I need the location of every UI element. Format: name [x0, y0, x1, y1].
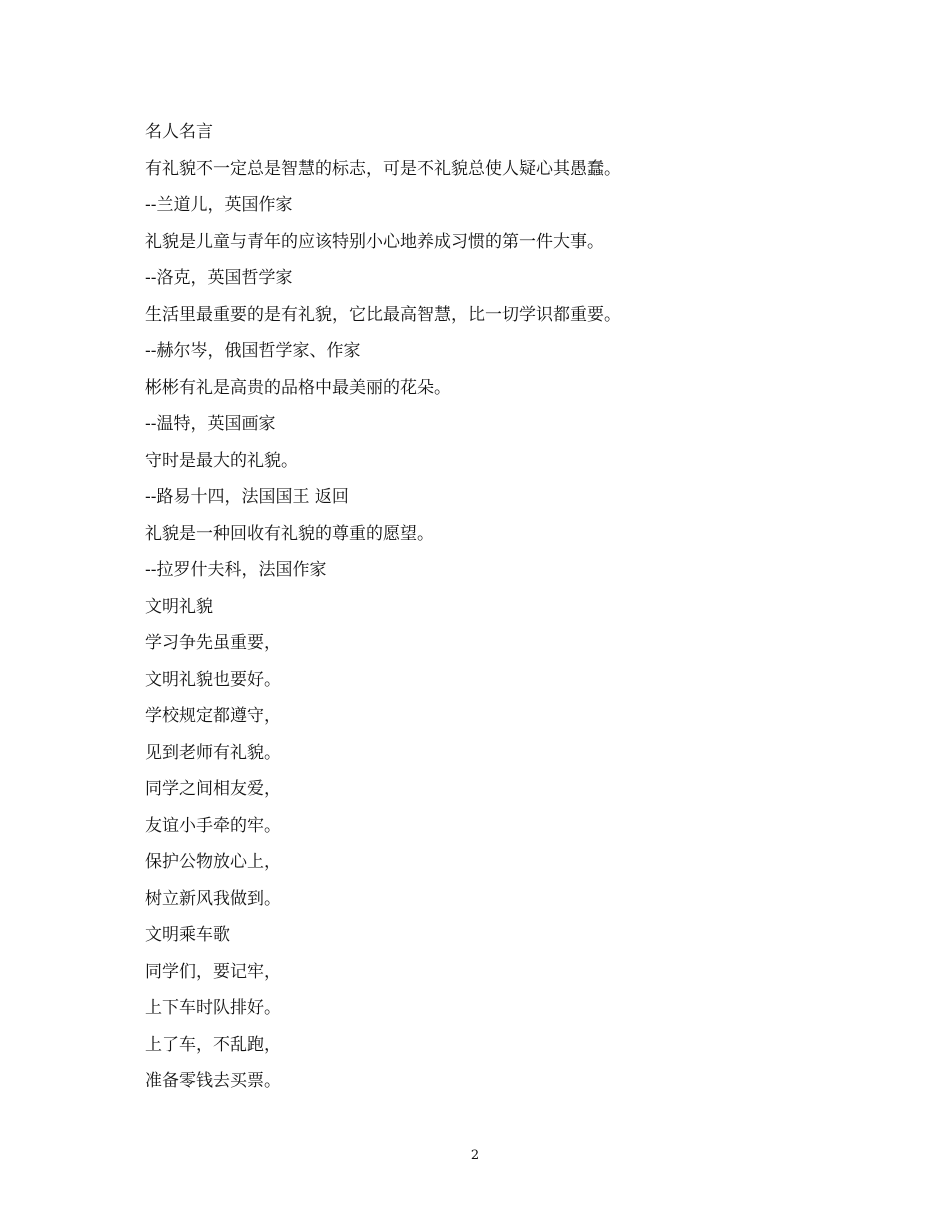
poem-line: 同学之间相友爱，	[145, 779, 281, 799]
quote-attribution: --赫尔岑，俄国哲学家、作家	[145, 341, 361, 361]
section-heading: 文明礼貌	[145, 596, 213, 617]
poem-line: 文明礼貌也要好。	[145, 669, 281, 690]
quote-text: 礼貌是儿童与青年的应该特别小心地养成习惯的第一件大事。	[145, 231, 604, 252]
quote-attribution: --洛克，英国哲学家	[145, 268, 293, 288]
quote-text: 生活里最重要的是有礼貌，它比最高智慧，比一切学识都重要。	[145, 304, 621, 325]
quote-attribution: --路易十四，法国国王 返回	[145, 487, 349, 507]
quote-text: 有礼貌不一定总是智慧的标志，可是不礼貌总使人疑心其愚蠢。	[145, 158, 621, 179]
poem-line: 学习争先虽重要，	[145, 633, 281, 653]
poem-line: 保护公物放心上，	[145, 852, 281, 872]
quote-attribution: --温特，英国画家	[145, 414, 276, 434]
quote-attribution: --拉罗什夫科，法国作家	[145, 560, 327, 580]
section-heading: 名人名言	[145, 122, 213, 142]
poem-line: 友谊小手牵的牢。	[145, 815, 281, 836]
quote-text: 礼貌是一种回收有礼貌的尊重的愿望。	[145, 523, 434, 544]
poem-line: 准备零钱去买票。	[145, 1071, 281, 1091]
page-number: 2	[470, 1148, 480, 1163]
poem-line: 上了车，不乱跑，	[145, 1034, 281, 1055]
page-body	[145, 114, 845, 1100]
quote-attribution: --兰道儿，英国作家	[145, 195, 293, 215]
poem-line: 同学们，要记牢，	[145, 961, 281, 982]
poem-line: 见到老师有礼貌。	[145, 742, 281, 763]
poem-line: 树立新风我做到。	[145, 888, 281, 909]
poem-line: 学校规定都遵守，	[145, 706, 281, 726]
section-heading: 文明乘车歌	[145, 925, 230, 945]
quote-text: 守时是最大的礼貌。	[145, 450, 298, 471]
poem-line: 上下车时队排好。	[145, 998, 281, 1018]
quote-text: 彬彬有礼是高贵的品格中最美丽的花朵。	[145, 377, 451, 398]
